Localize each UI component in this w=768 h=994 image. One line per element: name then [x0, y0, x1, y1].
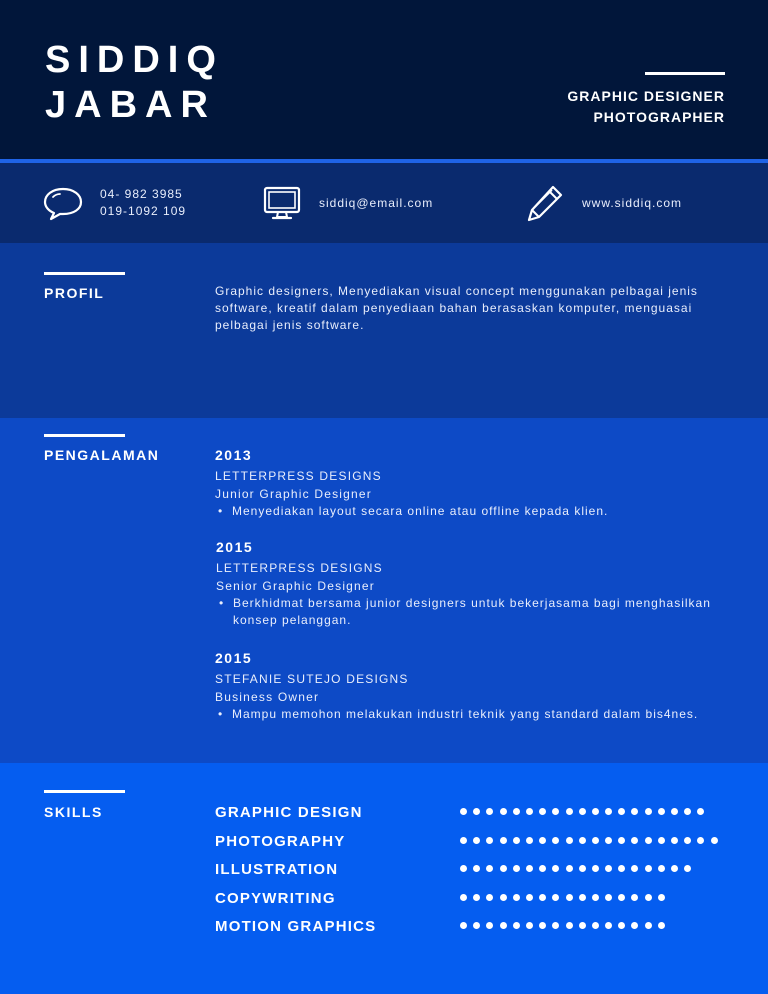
- skill-dot: [645, 894, 652, 901]
- skill-dot: [579, 894, 586, 901]
- skill-dot: [592, 922, 599, 929]
- skill-dot: [645, 808, 652, 815]
- job-entry: [216, 539, 716, 629]
- skill-dot: [526, 922, 533, 929]
- skill-dot: [631, 922, 638, 929]
- contact-website: [525, 163, 682, 243]
- first-name: SIDDIQ: [45, 39, 224, 81]
- job-year: 2015: [215, 650, 253, 666]
- roles: [567, 86, 725, 128]
- bullet-dot: •: [218, 707, 224, 721]
- skill-dot: [513, 865, 520, 872]
- job-bullet: [215, 706, 715, 723]
- skills-title: SKILLS: [44, 804, 103, 820]
- skill-dot: [631, 837, 638, 844]
- roles-divider: [645, 72, 725, 75]
- speech-bubble-icon: [43, 183, 83, 223]
- skill-dot: [552, 894, 559, 901]
- experience-title: PENGALAMAN: [44, 447, 160, 463]
- experience-divider: [44, 434, 125, 437]
- skill-dot: [592, 865, 599, 872]
- skill-dot: [605, 922, 612, 929]
- skill-dot: [539, 894, 546, 901]
- skill-dot: [697, 837, 704, 844]
- skill-dot: [513, 808, 520, 815]
- bullet-text: Berkhidmat bersama junior designers untuk bekerjasama bagi menghasilkan konsep pelanggan.: [233, 596, 711, 627]
- skill-dot: [645, 837, 652, 844]
- skill-dot: [631, 808, 638, 815]
- role-2: PHOTOGRAPHER: [593, 109, 725, 125]
- skill-dot: [579, 865, 586, 872]
- skill-dot: [460, 894, 467, 901]
- skill-dot: [605, 865, 612, 872]
- skill-dot: [684, 837, 691, 844]
- skill-dot: [658, 894, 665, 901]
- skill-dot: [526, 837, 533, 844]
- skill-dot: [658, 922, 665, 929]
- skill-dot: [618, 837, 625, 844]
- skill-dot: [539, 837, 546, 844]
- skill-dot: [618, 894, 625, 901]
- bullet-text: Mampu memohon melakukan industri teknik yang standard dalam bis4nes.: [232, 707, 699, 721]
- skill-dot: [605, 894, 612, 901]
- skill-dot: [526, 894, 533, 901]
- skill-dot: [526, 865, 533, 872]
- profile-section: [0, 243, 768, 418]
- skill-name: ILLUSTRATION: [215, 861, 339, 878]
- job-company: LETTERPRESS DESIGNS: [216, 561, 383, 575]
- skill-dot: [697, 808, 704, 815]
- skill-dot: [460, 865, 467, 872]
- skill-dot: [711, 837, 718, 844]
- skill-dot: [566, 808, 573, 815]
- job-year: 2015: [216, 539, 254, 555]
- skill-dot: [552, 922, 559, 929]
- profile-title: PROFIL: [44, 285, 105, 301]
- skill-dot: [658, 865, 665, 872]
- skill-dot: [671, 808, 678, 815]
- skill-dot: [684, 865, 691, 872]
- skill-dot: [513, 922, 520, 929]
- profile-text: Graphic designers, Menyediakan visual concept menggunakan pelbagai jenis software, kreatif dalam penyediaan bahan berasaskan komputer, menguasai pelbagai jenis software.: [215, 284, 698, 332]
- skill-dot: [500, 808, 507, 815]
- skill-dot: [539, 865, 546, 872]
- skill-dot: [460, 808, 467, 815]
- skill-dot: [592, 808, 599, 815]
- skill-dot-row: [460, 837, 724, 866]
- skill-dot: [631, 894, 638, 901]
- phone-numbers: [100, 186, 186, 220]
- skill-dot-row: [460, 894, 724, 923]
- job-position: Senior Graphic Designer: [216, 579, 375, 593]
- skill-dot: [500, 865, 507, 872]
- skill-dot: [579, 922, 586, 929]
- skill-dot: [671, 837, 678, 844]
- job-entry: [215, 447, 715, 520]
- skill-dot: [658, 808, 665, 815]
- last-name: JABAR: [45, 84, 216, 126]
- skill-dot: [552, 865, 559, 872]
- skill-dot-row: [460, 922, 724, 951]
- skill-dot: [566, 837, 573, 844]
- skill-dot: [513, 894, 520, 901]
- skill-names: [215, 803, 376, 946]
- skill-dot: [473, 837, 480, 844]
- email[interactable]: siddiq@email.com: [319, 195, 434, 210]
- skill-dot: [645, 922, 652, 929]
- skills-divider: [44, 790, 125, 793]
- skill-dot: [539, 808, 546, 815]
- skill-dot: [486, 894, 493, 901]
- experience-section: [0, 418, 768, 763]
- skill-dot: [473, 922, 480, 929]
- skill-name: GRAPHIC DESIGN: [215, 804, 363, 821]
- skill-dot: [486, 922, 493, 929]
- skill-dot: [500, 837, 507, 844]
- skill-dot: [605, 808, 612, 815]
- skill-dot: [473, 894, 480, 901]
- bullet-dot: •: [219, 596, 225, 610]
- role-1: GRAPHIC DESIGNER: [567, 88, 725, 104]
- contact-bar: [0, 163, 768, 243]
- skill-level-dots: [460, 808, 724, 951]
- skill-dot: [526, 808, 533, 815]
- skill-dot: [473, 865, 480, 872]
- profile-divider: [44, 272, 125, 275]
- skill-dot: [684, 808, 691, 815]
- skill-dot: [566, 894, 573, 901]
- skills-section: [0, 763, 768, 994]
- bullet-text: Menyediakan layout secara online atau offline kepada klien.: [232, 504, 609, 518]
- header: [0, 0, 768, 159]
- skill-dot: [631, 865, 638, 872]
- skill-name: PHOTOGRAPHY: [215, 832, 346, 850]
- skill-dot: [566, 865, 573, 872]
- job-bullet: [216, 595, 716, 629]
- skill-dot: [539, 922, 546, 929]
- phone-2: 019-1092 109: [100, 204, 187, 218]
- contact-email: [262, 163, 433, 243]
- skill-dot: [618, 865, 625, 872]
- skill-dot: [460, 837, 467, 844]
- skill-name: COPYWRITING: [215, 889, 336, 907]
- skill-dot: [592, 894, 599, 901]
- pencil-icon: [525, 183, 565, 223]
- skill-dot: [592, 837, 599, 844]
- skill-dot: [605, 837, 612, 844]
- skill-dot: [513, 837, 520, 844]
- skill-dot: [566, 922, 573, 929]
- skill-dot: [552, 808, 559, 815]
- bullet-dot: •: [218, 504, 224, 518]
- contact-phone: [43, 163, 186, 243]
- website[interactable]: www.siddiq.com: [582, 195, 683, 210]
- skill-dot: [473, 808, 480, 815]
- job-year: 2013: [215, 447, 253, 463]
- skill-dot: [579, 837, 586, 844]
- skill-dot: [486, 837, 493, 844]
- skill-dot: [486, 865, 493, 872]
- skill-dot: [671, 865, 678, 872]
- skill-dot: [486, 808, 493, 815]
- skill-dot-row: [460, 865, 724, 894]
- skill-dot: [618, 922, 625, 929]
- skill-dot: [645, 865, 652, 872]
- skill-dot: [579, 808, 586, 815]
- job-bullet: [215, 503, 715, 520]
- job-position: Junior Graphic Designer: [215, 487, 372, 501]
- skill-dot: [500, 922, 507, 929]
- job-entry: [215, 650, 715, 723]
- skill-dot: [552, 837, 559, 844]
- job-company: LETTERPRESS DESIGNS: [215, 469, 382, 483]
- skill-dot-row: [460, 808, 724, 837]
- skill-dot: [618, 808, 625, 815]
- skill-name: MOTION GRAPHICS: [215, 918, 377, 935]
- skill-dot: [500, 894, 507, 901]
- skill-dot: [460, 922, 467, 929]
- job-company: STEFANIE SUTEJO DESIGNS: [215, 672, 409, 686]
- skill-dot: [658, 837, 665, 844]
- job-position: Business Owner: [215, 690, 320, 704]
- full-name: [45, 38, 224, 128]
- monitor-icon: [262, 183, 302, 223]
- phone-1: 04- 982 3985: [100, 187, 183, 201]
